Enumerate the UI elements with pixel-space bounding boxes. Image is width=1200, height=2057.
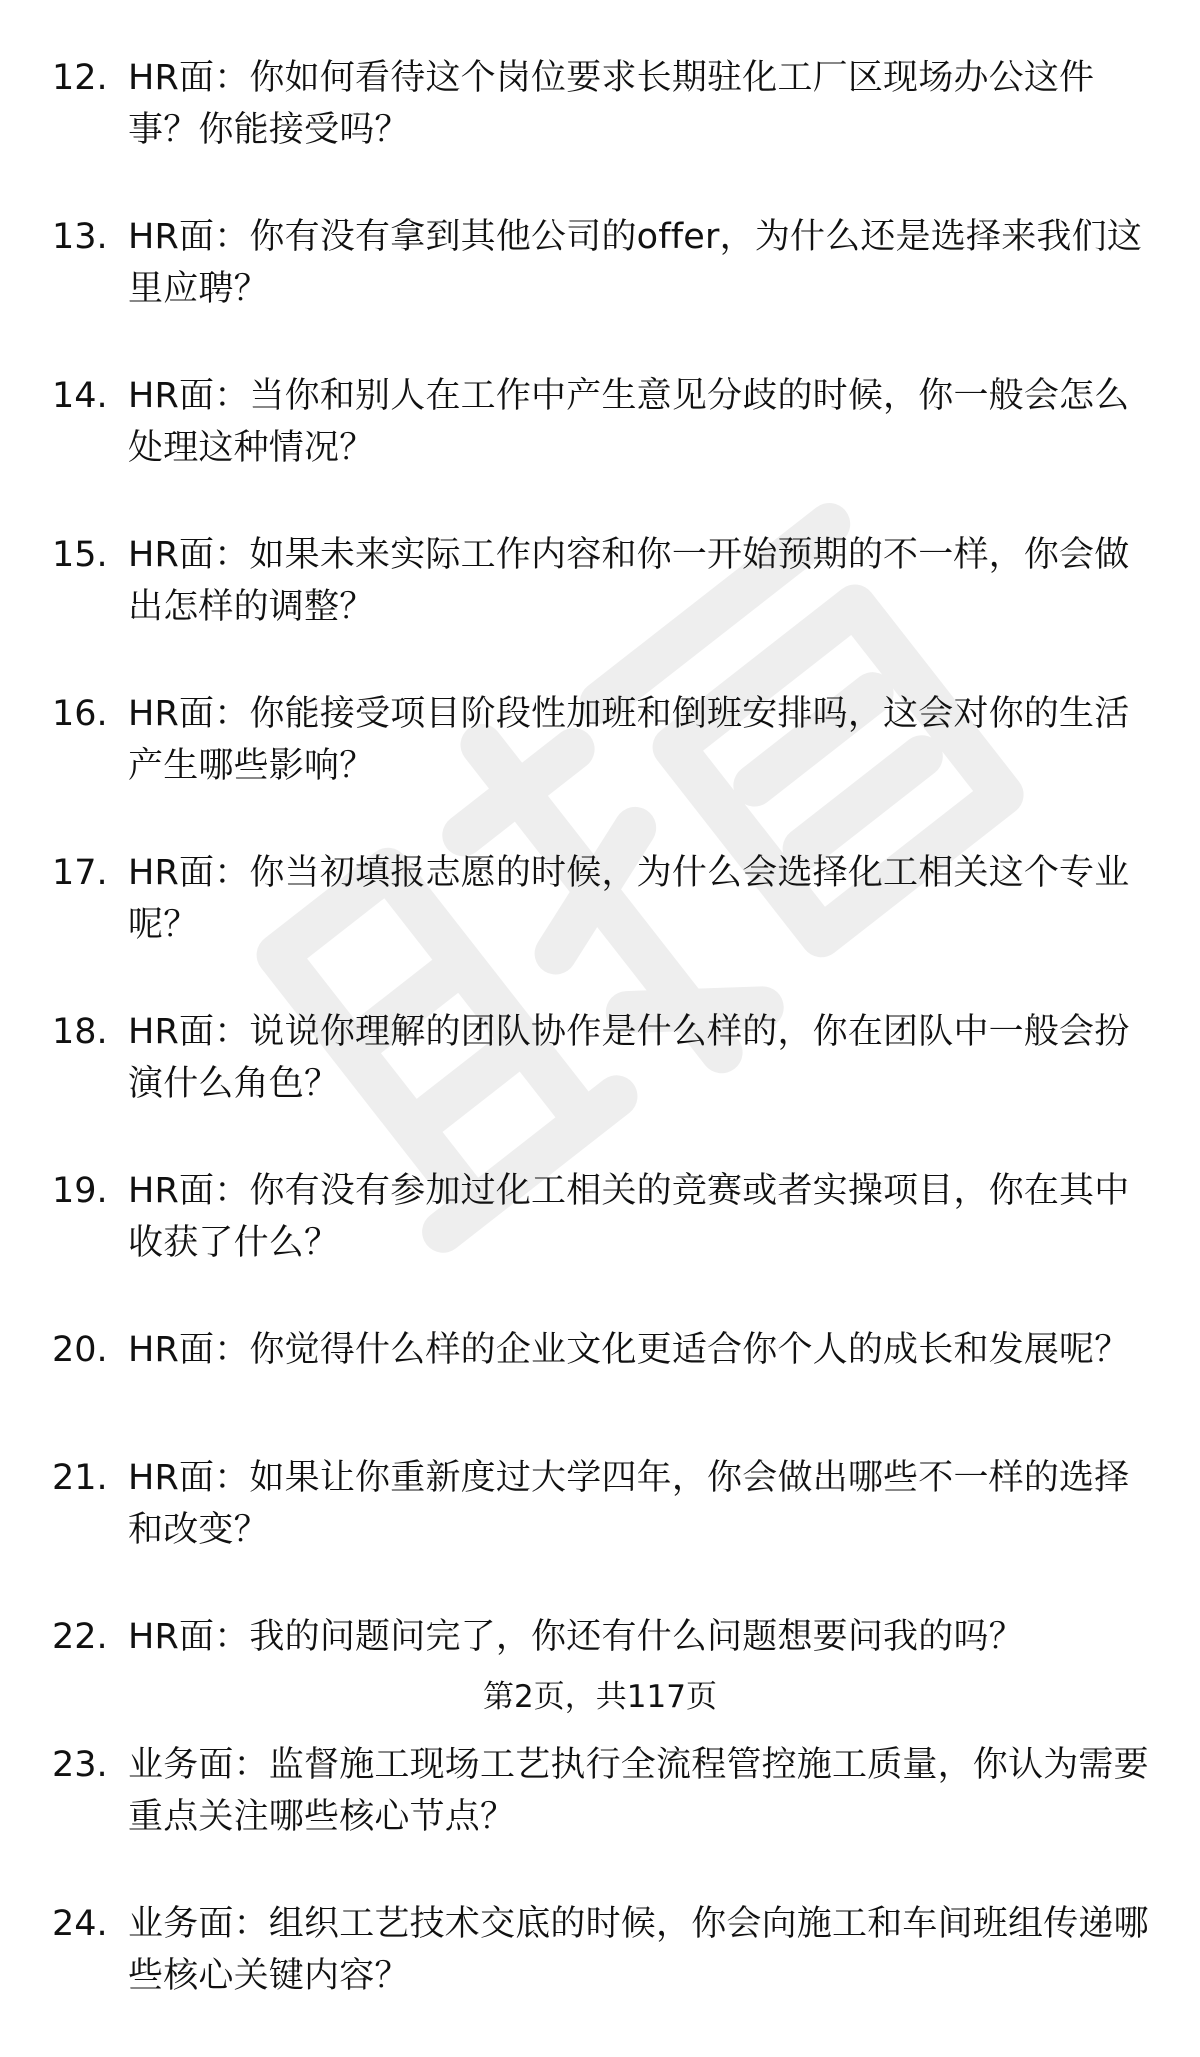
list-item <box>0 529 1200 633</box>
question-text: HR面：我的问题问完了，你还有什么问题想要问我的吗？ <box>128 1617 1024 1657</box>
list-item <box>0 52 1200 156</box>
question-number: 19. <box>52 1171 108 1211</box>
list-item <box>0 1611 1200 1687</box>
question-text: HR面：你有没有拿到其他公司的offer，为什么还是选择来我们这里应聘？ <box>128 217 1143 309</box>
list-item <box>0 1165 1200 1269</box>
question-number: 15. <box>52 535 108 575</box>
question-text: HR面：你当初填报志愿的时候，为什么会选择化工相关这个专业呢？ <box>128 853 1130 945</box>
list-item <box>0 1898 1200 2002</box>
question-text: HR面：你如何看待这个岗位要求长期驻化工厂区现场办公这件事？你能接受吗？ <box>128 58 1095 150</box>
list-item <box>0 1006 1200 1110</box>
list-item <box>0 847 1200 951</box>
question-number: 17. <box>52 853 108 893</box>
list-item <box>0 370 1200 474</box>
question-number: 24. <box>52 1904 108 1944</box>
list-item <box>0 688 1200 792</box>
question-text: HR面：如果让你重新度过大学四年，你会做出哪些不一样的选择和改变？ <box>128 1458 1130 1550</box>
question-text: 业务面：监督施工现场工艺执行全流程管控施工质量，你认为需要重点关注哪些核心节点？ <box>128 1745 1149 1837</box>
question-text: 业务面：组织工艺技术交底的时候，你会向施工和车间班组传递哪些核心关键内容？ <box>128 1904 1149 1996</box>
question-number: 22. <box>52 1617 108 1657</box>
question-number: 18. <box>52 1012 108 1052</box>
question-number: 12. <box>52 58 108 98</box>
question-number: 14. <box>52 376 108 416</box>
question-text: HR面：说说你理解的团队协作是什么样的，你在团队中一般会扮演什么角色？ <box>128 1012 1130 1104</box>
question-number: 21. <box>52 1458 108 1498</box>
question-text: HR面：如果未来实际工作内容和你一开始预期的不一样，你会做出怎样的调整？ <box>128 535 1130 627</box>
question-number: 13. <box>52 217 108 257</box>
question-text: HR面：你有没有参加过化工相关的竞赛或者实操项目，你在其中收获了什么？ <box>128 1171 1130 1263</box>
list-item <box>0 211 1200 315</box>
list-item <box>0 1324 1200 1400</box>
question-text: HR面：你觉得什么样的企业文化更适合你个人的成长和发展呢？ <box>128 1330 1130 1370</box>
page-number-footer: 第2页，共117页 <box>483 1679 717 1715</box>
list-item <box>0 1452 1200 1556</box>
question-number: 16. <box>52 694 108 734</box>
question-number: 23. <box>52 1745 108 1785</box>
question-number: 20. <box>52 1330 108 1370</box>
question-text: HR面：当你和别人在工作中产生意见分歧的时候，你一般会怎么处理这种情况？ <box>128 376 1130 468</box>
question-list <box>0 52 1200 2057</box>
question-text: HR面：你能接受项目阶段性加班和倒班安排吗，这会对你的生活产生哪些影响？ <box>128 694 1130 786</box>
